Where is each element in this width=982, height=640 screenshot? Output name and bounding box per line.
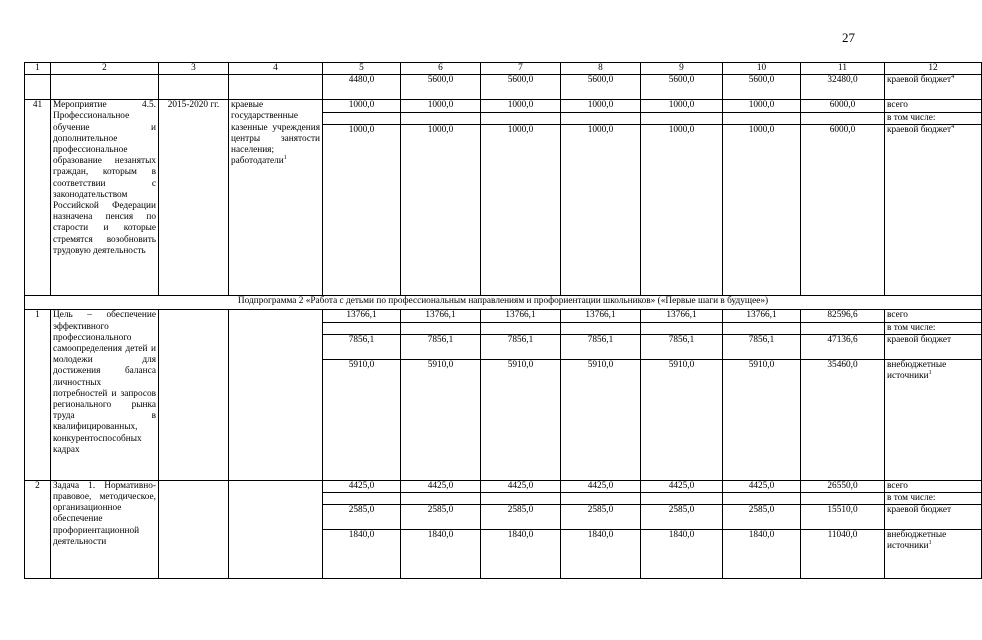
value-cell: 1000,0 bbox=[401, 125, 481, 296]
value-cell bbox=[323, 493, 401, 505]
footnote-mark: 1 bbox=[928, 369, 932, 376]
value-cell: 7856,1 bbox=[561, 334, 641, 359]
row-label bbox=[885, 480, 982, 492]
table-row bbox=[25, 100, 982, 113]
row-label bbox=[885, 75, 982, 100]
column-header: 5 bbox=[323, 63, 401, 75]
column-header: 4 bbox=[229, 63, 323, 75]
row-label-text: в том числе: bbox=[887, 113, 936, 124]
value-cell: 1000,0 bbox=[323, 125, 401, 296]
value-cell bbox=[561, 493, 641, 505]
value-cell bbox=[481, 493, 561, 505]
value-cell: 1840,0 bbox=[323, 530, 401, 579]
value-cell: 1840,0 bbox=[723, 530, 801, 579]
value-cell: 1840,0 bbox=[401, 530, 481, 579]
table-row bbox=[25, 310, 982, 322]
value-cell: 4425,0 bbox=[481, 480, 561, 492]
column-header: 2 bbox=[51, 63, 159, 75]
table-row bbox=[25, 480, 982, 492]
value-cell: 7856,1 bbox=[641, 334, 723, 359]
footnote-mark: 4 bbox=[951, 74, 955, 81]
value-cell: 4480,0 bbox=[323, 75, 401, 100]
value-cell bbox=[641, 322, 723, 334]
value-cell: 1000,0 bbox=[401, 100, 481, 113]
value-cell bbox=[561, 322, 641, 334]
empty-cell bbox=[159, 310, 229, 480]
empty-cell bbox=[229, 75, 323, 100]
value-cell: 4425,0 bbox=[723, 480, 801, 492]
empty-cell bbox=[159, 480, 229, 578]
value-cell: 1840,0 bbox=[481, 530, 561, 579]
value-cell: 1840,0 bbox=[561, 530, 641, 579]
row-number: 41 bbox=[25, 100, 51, 296]
row-label bbox=[885, 113, 982, 125]
value-cell: 1000,0 bbox=[481, 100, 561, 113]
row-label-text: внебюджетные источники bbox=[887, 530, 947, 552]
value-cell: 4425,0 bbox=[401, 480, 481, 492]
value-cell: 6000,0 bbox=[801, 125, 885, 296]
executor-text: краевые государственные казенные учреждения центры занятости населения; работодатели bbox=[231, 100, 320, 167]
value-cell: 2585,0 bbox=[481, 505, 561, 530]
budget-table bbox=[24, 62, 982, 579]
value-cell: 5600,0 bbox=[723, 75, 801, 100]
value-cell bbox=[641, 113, 723, 125]
row-label-text: краевой бюджет bbox=[887, 75, 952, 86]
value-cell: 4425,0 bbox=[561, 480, 641, 492]
value-cell: 13766,1 bbox=[561, 310, 641, 322]
value-cell: 7856,1 bbox=[323, 334, 401, 359]
column-header: 7 bbox=[481, 63, 561, 75]
value-cell: 1000,0 bbox=[641, 125, 723, 296]
value-cell: 15510,0 bbox=[801, 505, 885, 530]
footnote-mark: 1 bbox=[928, 540, 932, 547]
value-cell: 5600,0 bbox=[641, 75, 723, 100]
value-cell: 13766,1 bbox=[723, 310, 801, 322]
row-label bbox=[885, 310, 982, 322]
measure-name: Задача 1. Нормативно-правовое, методическое, организационное обеспечение профориентационной деятельности bbox=[51, 480, 159, 578]
row-label-text: в том числе: bbox=[887, 322, 936, 333]
value-cell: 5910,0 bbox=[641, 359, 723, 480]
row-label bbox=[885, 322, 982, 334]
column-header: 9 bbox=[641, 63, 723, 75]
value-cell: 1000,0 bbox=[561, 100, 641, 113]
value-cell: 1840,0 bbox=[641, 530, 723, 579]
page-number: 27 bbox=[842, 30, 855, 45]
table-row bbox=[25, 75, 982, 100]
row-number: 2 bbox=[25, 480, 51, 578]
value-cell bbox=[481, 113, 561, 125]
value-cell bbox=[801, 493, 885, 505]
column-header: 11 bbox=[801, 63, 885, 75]
period-cell: 2015-2020 гг. bbox=[159, 100, 229, 296]
row-label bbox=[885, 334, 982, 359]
value-cell: 35460,0 bbox=[801, 359, 885, 480]
column-header: 12 bbox=[885, 63, 982, 75]
value-cell: 2585,0 bbox=[641, 505, 723, 530]
value-cell: 2585,0 bbox=[401, 505, 481, 530]
value-cell bbox=[723, 322, 801, 334]
footnote-mark: 4 bbox=[951, 124, 955, 131]
value-cell: 5600,0 bbox=[481, 75, 561, 100]
value-cell bbox=[561, 113, 641, 125]
row-label-text: краевой бюджет bbox=[887, 334, 952, 345]
empty-cell bbox=[229, 480, 323, 578]
value-cell bbox=[801, 322, 885, 334]
value-cell: 13766,1 bbox=[641, 310, 723, 322]
empty-cell bbox=[159, 75, 229, 100]
column-header: 10 bbox=[723, 63, 801, 75]
row-label bbox=[885, 505, 982, 530]
value-cell: 1000,0 bbox=[723, 100, 801, 113]
row-label-text: краевой бюджет bbox=[887, 505, 952, 516]
measure-name: Мероприятие 4.5. Профессиональное обучение и дополнительное профессиональное образование незанятых граждан, которым в соответствии с законодательством Российской Федерации назначена пенсия по старости и которые стремятся возобновить трудовую деятельность bbox=[51, 100, 159, 296]
value-cell: 82596,6 bbox=[801, 310, 885, 322]
value-cell: 1000,0 bbox=[323, 100, 401, 113]
row-label bbox=[885, 530, 982, 579]
value-cell bbox=[481, 322, 561, 334]
value-cell bbox=[401, 493, 481, 505]
value-cell: 13766,1 bbox=[323, 310, 401, 322]
value-cell: 4425,0 bbox=[323, 480, 401, 492]
column-header: 3 bbox=[159, 63, 229, 75]
header-row bbox=[25, 63, 982, 75]
row-label-text: внебюджетные источники bbox=[887, 359, 947, 382]
value-cell bbox=[401, 322, 481, 334]
value-cell: 5910,0 bbox=[401, 359, 481, 480]
value-cell: 1000,0 bbox=[723, 125, 801, 296]
value-cell: 11040,0 bbox=[801, 530, 885, 579]
value-cell: 32480,0 bbox=[801, 75, 885, 100]
executor-cell bbox=[229, 100, 323, 296]
empty-cell bbox=[25, 75, 51, 100]
value-cell: 5910,0 bbox=[481, 359, 561, 480]
value-cell bbox=[641, 493, 723, 505]
value-cell: 7856,1 bbox=[481, 334, 561, 359]
value-cell bbox=[723, 493, 801, 505]
value-cell: 2585,0 bbox=[723, 505, 801, 530]
subprogram-row bbox=[25, 296, 982, 310]
value-cell: 5910,0 bbox=[323, 359, 401, 480]
measure-name: Цель – обеспечение эффективного профессионального самоопределения детей и молодежи для достижения баланса личностных потребностей и запросов регионального рынка труда в квалифицированных, конкурентоспособных кадрах bbox=[51, 310, 159, 480]
footnote-mark: 1 bbox=[283, 155, 287, 162]
value-cell: 1000,0 bbox=[561, 125, 641, 296]
value-cell: 7856,1 bbox=[401, 334, 481, 359]
value-cell: 1000,0 bbox=[641, 100, 723, 113]
row-label bbox=[885, 100, 982, 113]
value-cell: 5910,0 bbox=[723, 359, 801, 480]
empty-cell bbox=[51, 75, 159, 100]
row-label bbox=[885, 493, 982, 505]
value-cell: 1000,0 bbox=[481, 125, 561, 296]
row-label-text: в том числе: bbox=[887, 493, 936, 504]
empty-cell bbox=[229, 310, 323, 480]
column-header: 1 bbox=[25, 63, 51, 75]
column-header: 8 bbox=[561, 63, 641, 75]
value-cell: 6000,0 bbox=[801, 100, 885, 113]
value-cell bbox=[723, 113, 801, 125]
row-label bbox=[885, 125, 982, 296]
value-cell: 26550,0 bbox=[801, 480, 885, 492]
value-cell: 13766,1 bbox=[481, 310, 561, 322]
value-cell: 5600,0 bbox=[401, 75, 481, 100]
value-cell bbox=[801, 113, 885, 125]
value-cell: 13766,1 bbox=[401, 310, 481, 322]
row-label-text: всего bbox=[887, 480, 908, 491]
value-cell: 2585,0 bbox=[323, 505, 401, 530]
value-cell: 5910,0 bbox=[561, 359, 641, 480]
column-header: 6 bbox=[401, 63, 481, 75]
value-cell: 5600,0 bbox=[561, 75, 641, 100]
row-label bbox=[885, 359, 982, 480]
subprogram-title: Подпрограмма 2 «Работа с детьми по профессиональным направлениям и профориентации школьников» («Первые шаги в будущее») bbox=[25, 296, 982, 310]
value-cell bbox=[323, 113, 401, 125]
row-label-text: краевой бюджет bbox=[887, 125, 952, 136]
row-label-text: всего bbox=[887, 310, 908, 321]
value-cell: 4425,0 bbox=[641, 480, 723, 492]
value-cell: 47136,6 bbox=[801, 334, 885, 359]
value-cell: 2585,0 bbox=[561, 505, 641, 530]
value-cell: 7856,1 bbox=[723, 334, 801, 359]
row-number: 1 bbox=[25, 310, 51, 480]
row-label-text: всего bbox=[887, 100, 908, 111]
value-cell bbox=[323, 322, 401, 334]
value-cell bbox=[401, 113, 481, 125]
